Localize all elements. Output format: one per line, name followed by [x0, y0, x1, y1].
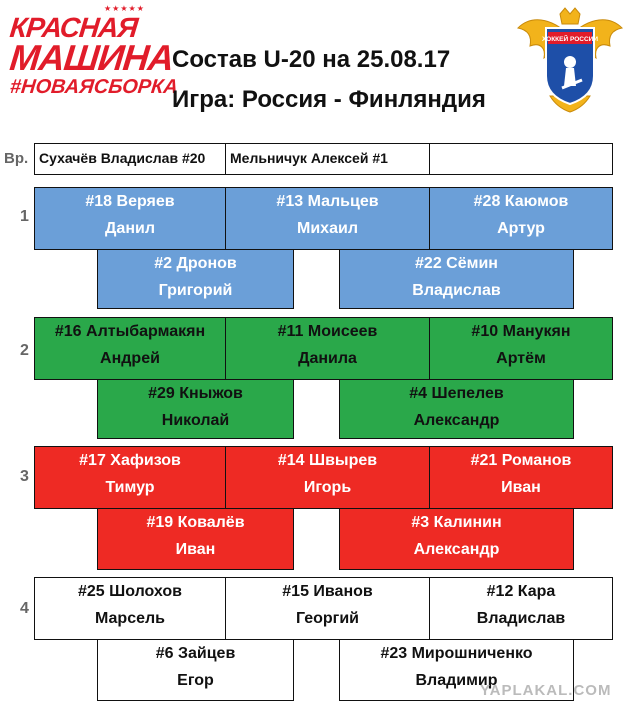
- player-number-surname: #2 Дронов: [154, 255, 237, 272]
- player-number-surname: #21 Романов: [470, 452, 572, 469]
- goalie-cell: Сухачёв Владислав #20: [34, 143, 226, 175]
- player-number-surname: #17 Хафизов: [79, 452, 181, 469]
- player-first-name: Николай: [161, 412, 230, 429]
- player-cell: [429, 187, 613, 250]
- player-cell: [339, 379, 574, 439]
- player-cell: [97, 508, 294, 570]
- player-number-surname: #25 Шолохов: [77, 583, 183, 600]
- player-number-surname: #4 Шепелев: [409, 385, 504, 402]
- player-number-surname: #11 Моисеев: [277, 323, 378, 340]
- player-number-surname: #13 Мальцев: [276, 193, 379, 210]
- player-number-surname: #18 Веряев: [85, 193, 175, 210]
- player-first-name: Данил: [105, 220, 155, 237]
- player-number-surname: #10 Манукян: [471, 323, 571, 340]
- player-cell: [339, 249, 574, 309]
- player-number-surname: #15 Иванов: [282, 583, 373, 600]
- player-number-surname: #23 Мирошниченко: [380, 645, 533, 662]
- player-number-surname: #29 Кныжов: [148, 385, 243, 402]
- player-cell: [34, 577, 226, 640]
- line-number: 3: [20, 468, 29, 485]
- player-cell: [429, 317, 613, 380]
- player-first-name: Марсель: [95, 610, 165, 627]
- player-first-name: Артур: [497, 220, 545, 237]
- player-number-surname: #3 Калинин: [411, 514, 502, 531]
- player-cell: [34, 317, 226, 380]
- player-first-name: Тимур: [105, 479, 155, 496]
- brand-logo: [7, 10, 180, 110]
- player-first-name: Игорь: [303, 479, 352, 496]
- player-cell: [225, 577, 430, 640]
- line-number: 2: [20, 342, 29, 359]
- logo-stars-icon: ★★★★★: [104, 4, 145, 13]
- goalie-cell: Мельничук Алексей #1: [225, 143, 430, 175]
- player-first-name: Александр: [413, 412, 500, 429]
- player-cell: [34, 446, 226, 509]
- player-first-name: Иван: [175, 541, 216, 558]
- player-first-name: Артём: [496, 350, 546, 367]
- player-number-surname: #14 Швырев: [277, 452, 378, 469]
- player-cell: [339, 508, 574, 570]
- player-cell: [225, 446, 430, 509]
- logo-line-3: #НОВАЯСБОРКА: [8, 76, 180, 98]
- goalies-label: Вр.: [4, 150, 29, 167]
- player-number-surname: #16 Алтыбармакян: [54, 323, 206, 340]
- player-cell: [429, 577, 613, 640]
- player-first-name: Владислав: [476, 610, 566, 627]
- player-first-name: Георгий: [295, 610, 360, 627]
- player-first-name: Андрей: [100, 350, 160, 367]
- player-cell: [225, 317, 430, 380]
- player-first-name: Владимир: [415, 672, 498, 689]
- player-number-surname: #6 Зайцев: [155, 645, 236, 662]
- player-first-name: Иван: [501, 479, 541, 496]
- player-cell: [97, 639, 294, 701]
- player-first-name: Михаил: [297, 220, 358, 237]
- player-number-surname: #19 Ковалёв: [146, 514, 245, 531]
- player-first-name: Егор: [177, 672, 214, 689]
- watermark: YAPLAKAL.COM: [480, 682, 612, 699]
- emblem-text: ХОККЕЙ РОССИИ: [541, 36, 599, 43]
- player-number-surname: #12 Кара: [486, 583, 556, 600]
- player-cell: [225, 187, 430, 250]
- page-title: Состав U-20 на 25.08.17: [172, 46, 451, 73]
- player-cell: [97, 379, 294, 439]
- player-first-name: Владислав: [412, 282, 501, 299]
- hockey-russia-emblem-icon: [510, 6, 630, 116]
- player-cell: [97, 249, 294, 309]
- goalie-cell-empty: [429, 143, 613, 175]
- logo-line-2: МАШИНА: [7, 37, 176, 78]
- player-first-name: Данила: [298, 350, 357, 367]
- page-subtitle: Игра: Россия - Финляндия: [172, 86, 486, 113]
- player-cell: [429, 446, 613, 509]
- player-number-surname: #28 Каюмов: [473, 193, 569, 210]
- line-number: 4: [20, 600, 29, 617]
- line-number: 1: [20, 208, 29, 225]
- player-number-surname: #22 Сёмин: [415, 255, 498, 272]
- logo-line-1: КРАСНАЯ: [8, 12, 139, 43]
- player-cell: [34, 187, 226, 250]
- player-first-name: Александр: [413, 541, 500, 558]
- player-first-name: Григорий: [158, 282, 233, 299]
